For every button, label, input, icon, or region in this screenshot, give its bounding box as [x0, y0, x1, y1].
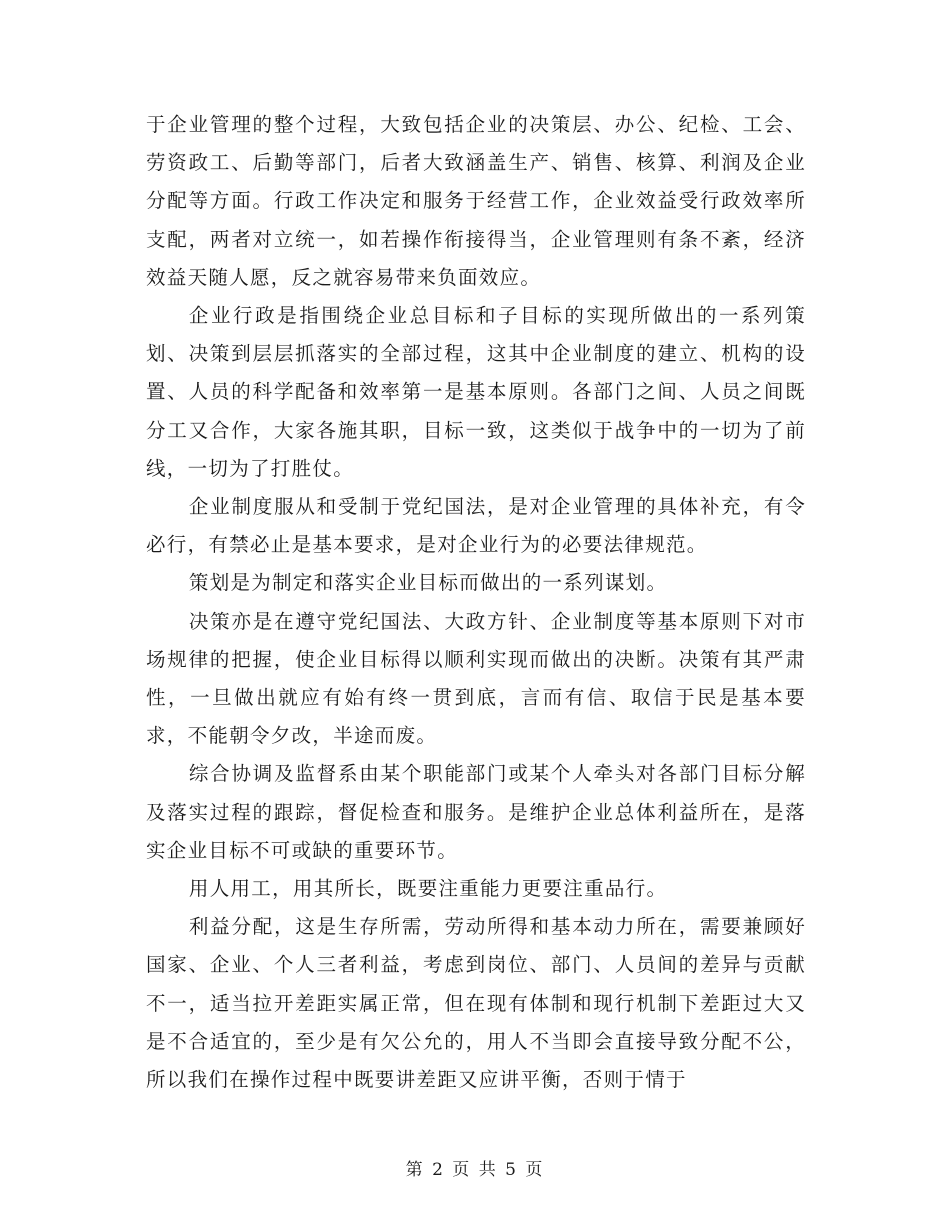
paragraph-1: 于企业管理的整个过程，大致包括企业的决策层、办公、纪检、工会、劳资政工、后勤等部门，后者大致涵盖生产、销售、核算、利润及企业分配等方面。行政工作决定和服务于经营工作，企业效益受行政效率所支配，两者对立统一，如若操作衔接得当，企业管理则有条不紊，经济效益天随人愿，反之就容易带来负面效应。 — [146, 113, 806, 289]
page-number-label: 第 2 页 共 5 页 — [405, 1160, 545, 1180]
page-footer — [0, 1155, 950, 1180]
paragraph-6: 综合协调及监督系由某个职能部门或某个人牵头对各部门目标分解及落实过程的跟踪，督促检查和服务。是维护企业总体利益所在，是落实企业目标不可或缺的重要环节。 — [146, 762, 806, 862]
paragraph-5: 决策亦是在遵守党纪国法、大政方针、企业制度等基本原则下对市场规律的把握，使企业目标得以顺利实现而做出的决断。决策有其严肃性，一旦做出就应有始有终一贯到底，言而有信、取信于民是基本要求，不能朝令夕改，半途而废。 — [146, 609, 806, 748]
paragraph-7: 用人用工，用其所长，既要注重能力更要注重品行。 — [188, 877, 668, 901]
paragraph-8: 利益分配，这是生存所需，劳动所得和基本动力所在，需要兼顾好国家、企业、个人三者利益，考虑到岗位、部门、人员间的差异与贡献不一，适当拉开差距实属正常，但在现有体制和现行机制下差距过大又是不合适宜的，至少是有欠公允的，用人不当即会直接导致分配不公，所以我们在操作过程中既要讲差距又应讲平衡，否则于情于 — [146, 915, 806, 1092]
document-body — [146, 106, 806, 1099]
paragraph-3: 企业制度服从和受制于党纪国法，是对企业管理的具体补充，有令必行，有禁必止是基本要求，是对企业行为的必要法律规范。 — [146, 495, 806, 557]
paragraph-4: 策划是为制定和落实企业目标而做出的一系列谋划。 — [188, 571, 668, 595]
paragraph-2: 企业行政是指围绕企业总目标和子目标的实现所做出的一系列策划、决策到层层抓落实的全部过程，这其中企业制度的建立、机构的设置、人员的科学配备和效率第一是基本原则。各部门之间、人员之间既分工又合作，大家各施其职，目标一致，这类似于战争中的一切为了前线，一切为了打胜仗。 — [146, 304, 806, 480]
